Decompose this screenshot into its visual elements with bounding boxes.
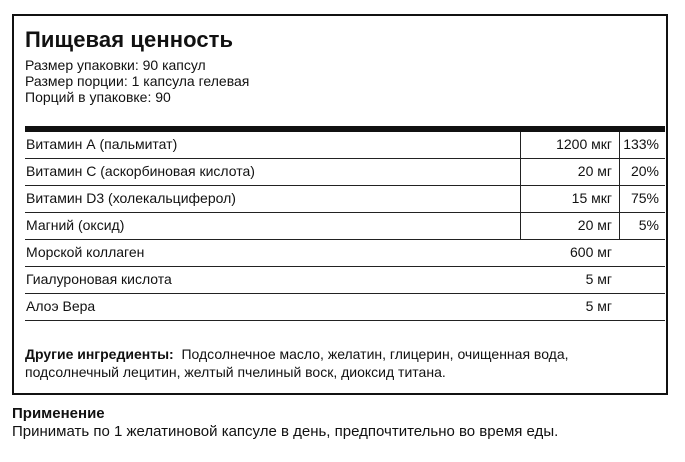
nutrient-amount: 1200 мкг (556, 136, 612, 152)
package-size: Размер упаковки: 90 капсул (25, 57, 206, 73)
nutrient-row (25, 213, 665, 240)
nutrient-row (25, 240, 665, 267)
nutrient-row (25, 267, 665, 294)
nutrient-amount: 20 мг (577, 217, 612, 233)
nutrient-daily-value: 75% (630, 190, 659, 206)
nutrition-facts-panel (12, 14, 668, 395)
nutrient-daily-value: 20% (630, 163, 659, 179)
serving-size: Размер порции: 1 капсула гелевая (25, 73, 250, 89)
nutrient-name: Витамин С (аскорбиновая кислота) (26, 163, 255, 179)
nutrient-row (25, 294, 665, 321)
other-ingredients-text: Подсолнечное масло, желатин, глицерин, очищенная вода, подсолнечный лецитин, желтый пчелиный воск, диоксид титана. (25, 346, 569, 380)
nutrient-daily-value: 5% (638, 217, 659, 233)
nutrient-table (25, 132, 665, 321)
nutrient-row (25, 186, 665, 213)
nutrient-name: Витамин А (пальмитат) (26, 136, 178, 152)
panel-title: Пищевая ценность (25, 27, 234, 52)
nutrient-name: Магний (оксид) (26, 217, 125, 233)
nutrient-row (25, 132, 665, 159)
nutrient-amount: 600 мг (570, 244, 612, 260)
other-ingredients-label: Другие ингредиенты: (25, 346, 174, 362)
usage-section (12, 405, 558, 441)
nutrient-amount: 5 мг (585, 298, 612, 314)
nutrient-name: Гиалуроновая кислота (26, 271, 172, 287)
servings-per-package: Порций в упаковке: 90 (25, 89, 171, 105)
other-ingredients (25, 345, 655, 381)
nutrient-amount: 20 мг (577, 163, 612, 179)
nutrient-daily-value: 133% (623, 136, 659, 152)
nutrient-name: Морской коллаген (26, 244, 145, 260)
nutrient-name: Алоэ Вера (26, 298, 96, 314)
nutrient-amount: 5 мг (585, 271, 612, 287)
usage-heading: Применение (12, 405, 105, 422)
usage-text: Принимать по 1 желатиновой капсуле в день, предпочтительно во время еды. (12, 423, 559, 440)
nutrient-row (25, 159, 665, 186)
nutrient-name: Витамин D3 (холекальциферол) (26, 190, 236, 206)
serving-info (25, 57, 249, 105)
nutrient-amount: 15 мкг (571, 190, 612, 206)
